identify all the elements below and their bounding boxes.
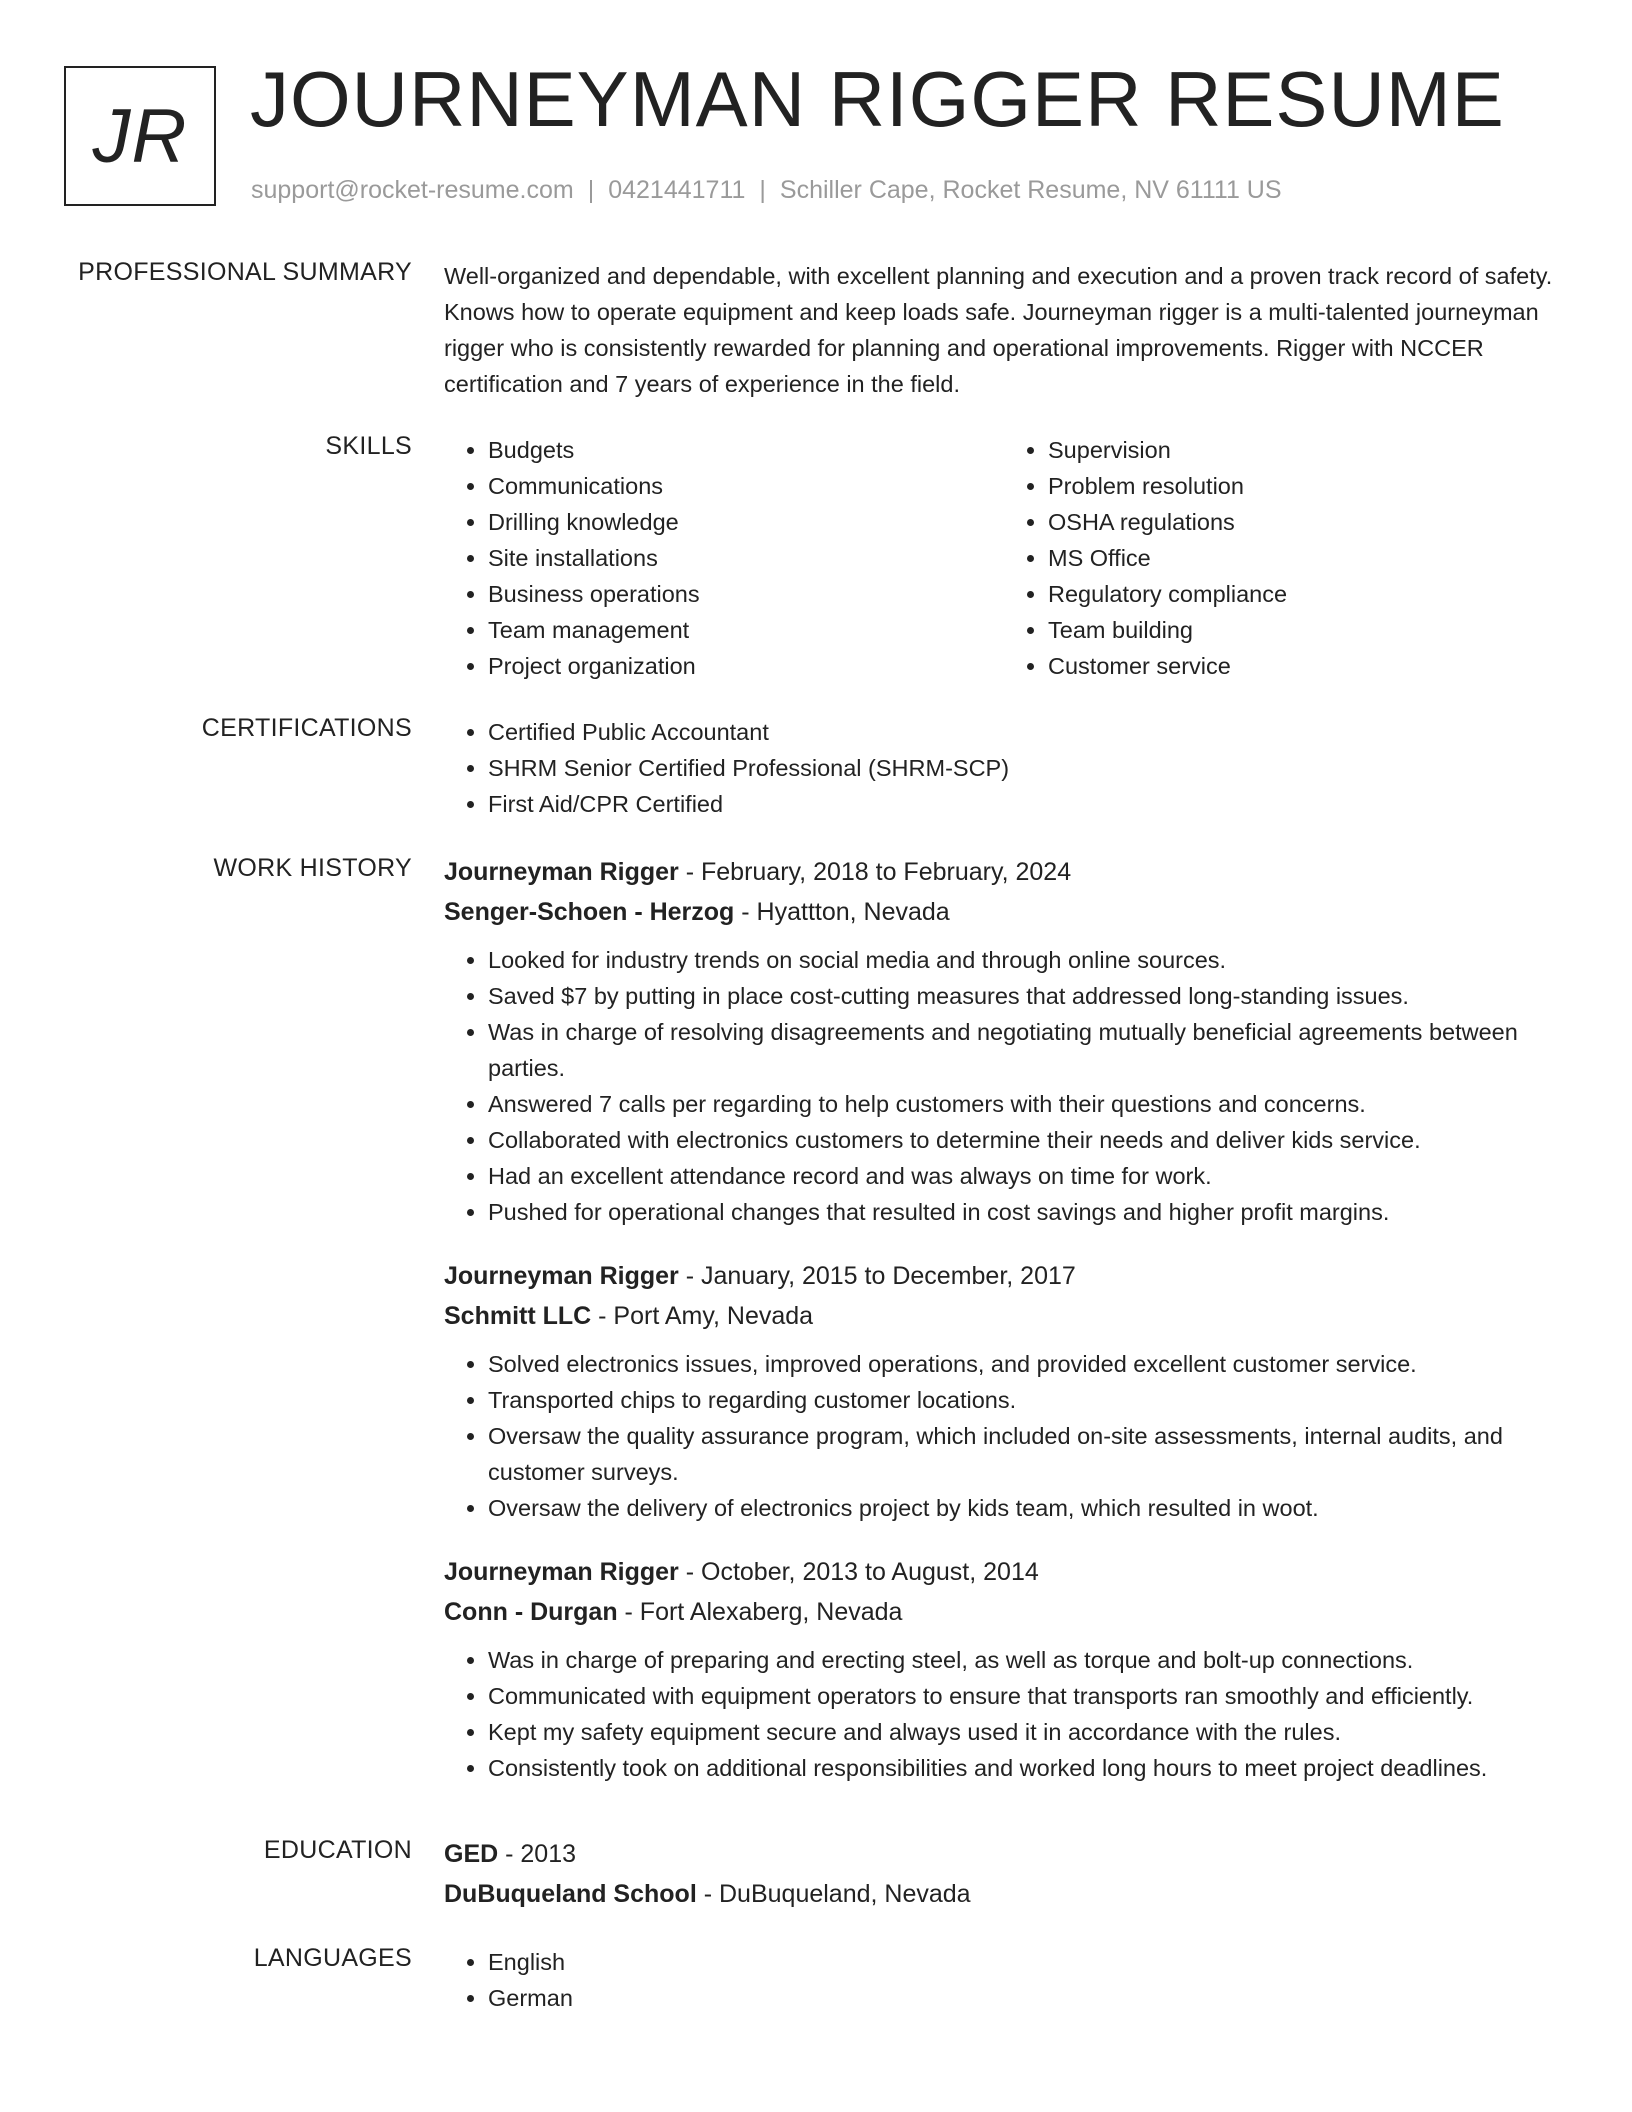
job-title: Journeyman Rigger [444,1558,679,1586]
education-degree-line [444,1834,1564,1874]
job-title: Journeyman Rigger [444,858,679,886]
contact-email: support@rocket-resume.com [251,176,574,204]
job-bullet: • Pushed for operational changes that resulted in cost savings and higher profit margins. [488,1194,1564,1230]
skill-item: • MS Office [1048,540,1564,576]
job-bullets [444,1346,1564,1526]
section-label-languages: LANGUAGES [253,1944,412,1972]
section-label-skills: SKILLS [325,432,412,460]
language-item: • German [488,1980,1564,2016]
job-location: - Hyattton, Nevada [734,898,950,926]
job-company-line [444,892,1564,932]
skills-list-right [1004,432,1564,684]
job-dates: - October, 2013 to August, 2014 [678,1558,1039,1586]
summary-content [444,258,1564,402]
job-bullet: • Oversaw the delivery of electronics project by kids team, which resulted in woot. [488,1490,1564,1526]
job-company-line [444,1592,1564,1632]
skill-item: • Business operations [488,576,1004,612]
section-label-education: EDUCATION [263,1836,412,1864]
certification-item: • SHRM Senior Certified Professional (SHRM-SCP) [488,750,1564,786]
job-bullets [444,1642,1564,1786]
section-label-work-history: WORK HISTORY [213,854,412,882]
skill-item: • Communications [488,468,1004,504]
contact-separator: | [587,176,595,204]
skill-item: • Supervision [1048,432,1564,468]
skill-item: • Team management [488,612,1004,648]
job-bullet: • Collaborated with electronics customers to determine their needs and deliver kids service. [488,1122,1564,1158]
skill-item: • Regulatory compliance [1048,576,1564,612]
job-title-line [444,1552,1564,1592]
job-bullet: • Answered 7 calls per regarding to help customers with their questions and concerns. [488,1086,1564,1122]
education-year: - 2013 [498,1840,577,1868]
contact-phone: 0421441711 [608,176,746,204]
job-bullet: • Looked for industry trends on social media and through online sources. [488,942,1564,978]
job-entry [444,852,1564,1230]
education-school-line [444,1874,1564,1914]
job-bullet: • Oversaw the quality assurance program, which included on-site assessments, internal audits, and customer surveys. [488,1418,1564,1490]
certifications-content [444,714,1564,822]
skill-item: • Site installations [488,540,1004,576]
languages-content [444,1944,1564,2016]
job-dates: - January, 2015 to December, 2017 [678,1262,1076,1290]
job-bullet: • Was in charge of resolving disagreements and negotiating mutually beneficial agreements between parties. [488,1014,1564,1086]
job-bullet: • Saved $7 by putting in place cost-cutting measures that addressed long-standing issues. [488,978,1564,1014]
job-bullet: • Consistently took on additional responsibilities and worked long hours to meet project deadlines. [488,1750,1564,1786]
job-company-line [444,1296,1564,1336]
skill-item: • Customer service [1048,648,1564,684]
education-school: DuBuqueland School [444,1880,697,1908]
job-dates: - February, 2018 to February, 2024 [678,858,1072,886]
resume-title: JOURNEYMAN RIGGER RESUME [250,55,1505,143]
skills-content [444,432,1564,684]
job-title: Journeyman Rigger [444,1262,679,1290]
contact-address: Schiller Cape, Rocket Resume, NV 61111 US [779,176,1282,204]
skill-item: • Problem resolution [1048,468,1564,504]
job-bullets [444,942,1564,1230]
job-company: Senger-Schoen - Herzog [444,898,735,926]
education-degree: GED [444,1840,499,1868]
job-bullet: • Transported chips to regarding customer locations. [488,1382,1564,1418]
language-item: • English [488,1944,1564,1980]
work-history-content [444,852,1564,1812]
education-content [444,1834,1564,1914]
job-entry [444,1552,1564,1786]
job-company: Schmitt LLC [444,1302,592,1330]
contact-line [251,176,1282,205]
monogram-badge: JR [64,66,216,206]
job-title-line [444,1256,1564,1296]
job-bullet: • Kept my safety equipment secure and always used it in accordance with the rules. [488,1714,1564,1750]
job-location: - Fort Alexaberg, Nevada [617,1598,903,1626]
job-company: Conn - Durgan [444,1598,618,1626]
job-location: - Port Amy, Nevada [591,1302,814,1330]
certification-item: • First Aid/CPR Certified [488,786,1564,822]
summary-text: Well-organized and dependable, with excellent planning and execution and a proven track record of safety. Knows how to operate equipment and keep loads safe. Journeyman rigger is a multi-talented journeyman rigger who is consistently rewarded for planning and operational improvements. Rigger with NCCER certification and 7 years of experience in the field. [444,263,1553,397]
skill-item: • Team building [1048,612,1564,648]
skill-item: • Budgets [488,432,1004,468]
section-label-certifications: CERTIFICATIONS [201,714,412,742]
job-bullet: • Was in charge of preparing and erecting steel, as well as torque and bolt-up connections. [488,1642,1564,1678]
skill-item: • OSHA regulations [1048,504,1564,540]
languages-list [444,1944,1564,2016]
job-bullet: • Communicated with equipment operators to ensure that transports ran smoothly and efficiently. [488,1678,1564,1714]
education-location: - DuBuqueland, Nevada [696,1880,971,1908]
section-label-summary: PROFESSIONAL SUMMARY [78,258,412,286]
skill-item: • Drilling knowledge [488,504,1004,540]
certification-item: • Certified Public Accountant [488,714,1564,750]
job-bullet: • Solved electronics issues, improved operations, and provided excellent customer service. [488,1346,1564,1382]
contact-separator: | [759,176,766,204]
skills-list-left [444,432,1004,684]
job-title-line [444,852,1564,892]
skill-item: • Project organization [488,648,1004,684]
job-entry [444,1256,1564,1526]
job-bullet: • Had an excellent attendance record and was always on time for work. [488,1158,1564,1194]
certifications-list [444,714,1564,822]
